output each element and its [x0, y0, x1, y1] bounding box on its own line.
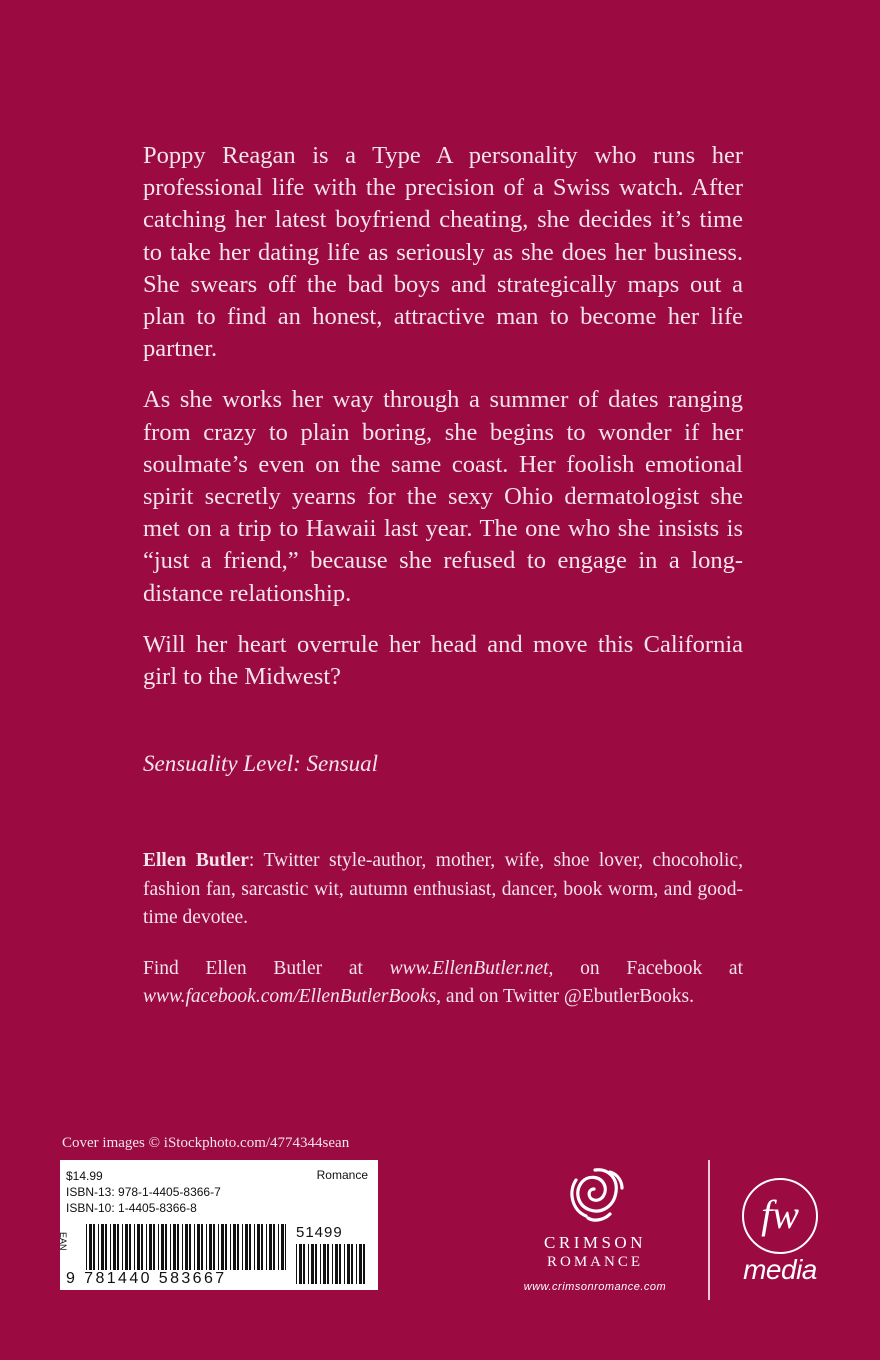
crimson-name: CRIMSON	[544, 1233, 646, 1252]
barcode-bar	[129, 1224, 131, 1270]
barcode-bar	[233, 1224, 236, 1270]
barcode-bar	[113, 1224, 116, 1270]
barcode-bar	[173, 1224, 176, 1270]
find-prefix: Find Ellen Butler at	[143, 957, 390, 979]
author-links	[143, 955, 743, 1012]
author-name: Ellen Butler	[143, 850, 249, 871]
barcode-bar	[351, 1244, 353, 1284]
barcode-bar	[218, 1224, 219, 1270]
barcode-bar	[299, 1244, 302, 1284]
barcode-bar	[134, 1224, 135, 1270]
facebook-prefix: , on Facebook at	[548, 957, 743, 979]
barcode-bar	[257, 1224, 260, 1270]
barcode-bar	[308, 1244, 309, 1284]
barcode-bar	[273, 1224, 275, 1270]
barcode-bar	[335, 1244, 338, 1284]
barcode-digits: 9 781440 583667	[66, 1270, 227, 1287]
barcode-bar	[296, 1244, 297, 1284]
barcode-bar	[158, 1224, 159, 1270]
price: $14.99	[66, 1169, 103, 1183]
barcode-bar	[261, 1224, 263, 1270]
barcode-bar	[122, 1224, 123, 1270]
ean-label: EAN	[58, 1232, 68, 1251]
isbn-barcode	[86, 1224, 286, 1270]
fw-media-logo	[738, 1178, 828, 1288]
barcode-bar	[249, 1224, 251, 1270]
barcode-bar	[201, 1224, 203, 1270]
barcode-bar	[146, 1224, 147, 1270]
author-colon: :	[248, 850, 255, 871]
barcode-bar	[242, 1224, 243, 1270]
crimson-url[interactable]: www.crimsonromance.com	[523, 1281, 667, 1293]
barcode-bar	[197, 1224, 200, 1270]
price-isbn-lines	[66, 1168, 221, 1216]
barcode-bar	[101, 1224, 104, 1270]
blurb-paragraph-1: Poppy Reagan is a Type A personality who runs her professional life with the precision of a Swiss watch. After catching her latest boyfriend cheating, she decides it’s time to take her dating life as seriously as she does her business. She swears off the bad boys and strategically maps out a plan to find an honest, attractive man to become her life partner.	[143, 142, 743, 363]
cover-image-credit: Cover images © iStockphoto.com/4774344sean	[62, 1135, 350, 1151]
sensuality-level: Sensuality Level: Sensual	[143, 751, 379, 776]
barcode-bar	[185, 1224, 188, 1270]
author-text: Twitter style-author, mother, wife, shoe lover, chocoholic, fashion fan, sarcastic wit, autumn enthusiast, dancer, book worm, and good-time devotee.	[143, 850, 743, 928]
website-link[interactable]: www.EllenButler.net	[389, 957, 549, 979]
barcode-bar	[237, 1224, 239, 1270]
barcode-bar	[86, 1224, 87, 1270]
barcode-bar	[117, 1224, 119, 1270]
barcode-bar	[110, 1224, 111, 1270]
barcode-bar	[344, 1244, 345, 1284]
fw-media-text: media	[743, 1254, 817, 1285]
barcode-bar	[189, 1224, 191, 1270]
barcode-bar	[254, 1224, 255, 1270]
barcode-bar	[285, 1224, 286, 1270]
barcode-box	[60, 1160, 378, 1290]
barcode-bar	[209, 1224, 212, 1270]
barcode-bar	[206, 1224, 207, 1270]
barcode-bar	[177, 1224, 179, 1270]
barcode-bar	[149, 1224, 152, 1270]
barcode-bar	[194, 1224, 195, 1270]
blurb-paragraph-2: As she works her way through a summer of dates ranging from crazy to plain boring, she begins to wonder if her soulmate’s even on the same coast. Her foolish emotional spirit secretly yearns for the sexy Ohio dermatologist she met on a trip to Hawaii last year. The one who she insists is “just a friend,” because she refused to engage in a long-distance relationship.	[143, 386, 743, 607]
author-bio	[143, 847, 743, 1034]
crimson-romance-logo	[500, 1160, 690, 1300]
barcode-bar	[137, 1224, 140, 1270]
barcode-bar	[332, 1244, 333, 1284]
barcode-bar	[266, 1224, 267, 1270]
romance-name: ROMANCE	[546, 1254, 643, 1270]
barcode-bar	[356, 1244, 357, 1284]
barcode-bar	[278, 1224, 279, 1270]
addon-number: 51499	[296, 1224, 343, 1241]
barcode-bar	[105, 1224, 107, 1270]
barcode-bar	[347, 1244, 350, 1284]
barcode-bar	[170, 1224, 171, 1270]
barcode-bar	[161, 1224, 164, 1270]
isbn-10: ISBN-10: 1-4405-8366-8	[66, 1201, 197, 1215]
barcode-bar	[153, 1224, 155, 1270]
barcode-bar	[315, 1244, 317, 1284]
logo-divider	[708, 1160, 710, 1300]
barcode-bar	[93, 1224, 95, 1270]
barcode-bar	[359, 1244, 362, 1284]
barcode-bar	[165, 1224, 167, 1270]
barcode-bar	[221, 1224, 224, 1270]
rose-icon	[564, 1162, 626, 1228]
barcode-bar	[213, 1224, 215, 1270]
barcode-bar	[98, 1224, 99, 1270]
fw-circle-icon: fw	[742, 1178, 818, 1254]
barcode-bar	[281, 1224, 284, 1270]
author-description	[143, 847, 743, 933]
barcode-bar	[339, 1244, 341, 1284]
barcode-bar	[89, 1224, 92, 1270]
barcode-bar	[323, 1244, 326, 1284]
book-blurb	[143, 140, 743, 712]
barcode-bar	[182, 1224, 183, 1270]
barcode-bar	[225, 1224, 227, 1270]
barcode-bar	[245, 1224, 248, 1270]
barcode-bar	[125, 1224, 128, 1270]
barcode-bar	[303, 1244, 305, 1284]
twitter-text: , and on Twitter @EbutlerBooks.	[436, 986, 694, 1007]
barcode-bar	[311, 1244, 314, 1284]
barcode-bar	[327, 1244, 329, 1284]
barcode-bar	[269, 1224, 272, 1270]
facebook-link[interactable]: www.facebook.com/EllenButlerBooks	[143, 986, 437, 1007]
blurb-paragraph-3: Will her heart overrule her head and move this California girl to the Midwest?	[143, 630, 743, 691]
barcode-bar	[230, 1224, 231, 1270]
addon-barcode	[296, 1244, 368, 1284]
barcode-bar	[363, 1244, 365, 1284]
genre-label: Romance	[316, 1168, 368, 1182]
isbn-13: ISBN-13: 978-1-4405-8366-7	[66, 1185, 221, 1199]
barcode-bar	[320, 1244, 321, 1284]
barcode-bar	[141, 1224, 143, 1270]
